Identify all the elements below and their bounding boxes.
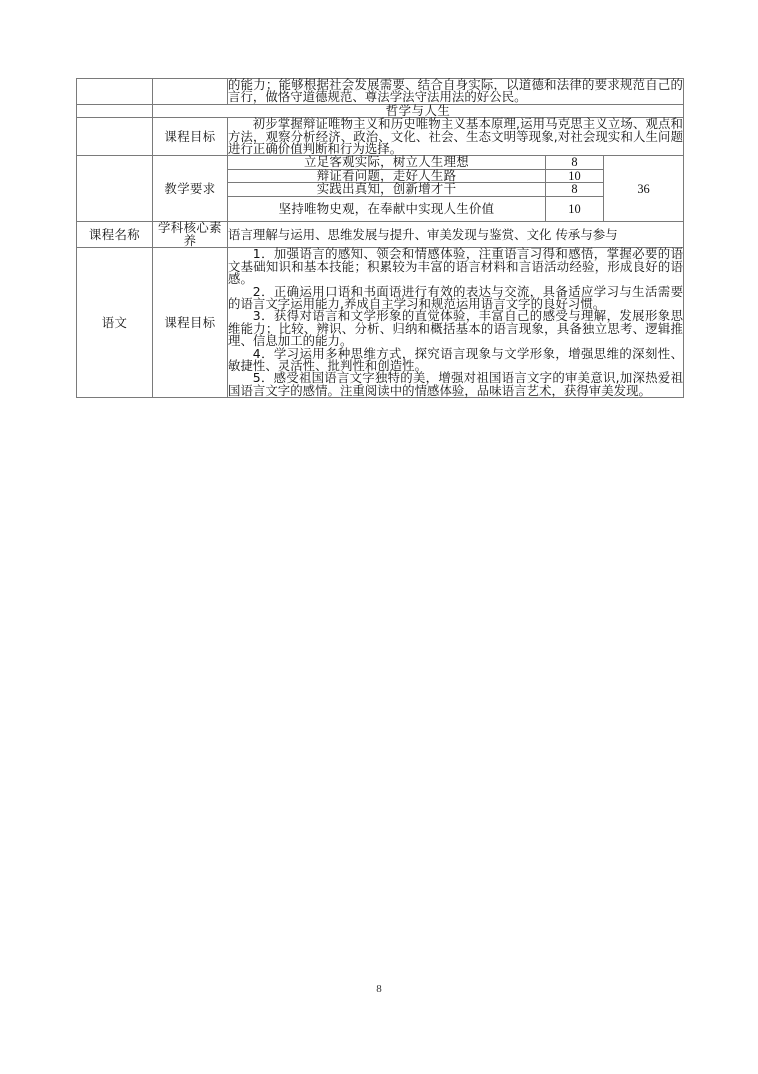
- teaching-requirement-hours: 10: [546, 169, 604, 182]
- teaching-requirement-item: 实践出真知，创新增才干: [228, 183, 546, 196]
- cell-chinese-objectives-text: [228, 248, 684, 398]
- chinese-objective-paragraph: 4．学习运用多种思维方式，探究语言现象与文学形象，增强思维的深刻性、敏捷性、灵活性、批判性和创造性。: [228, 345, 684, 373]
- cell-core-competency-text: [228, 222, 684, 248]
- table-row-chinese-objectives: [77, 248, 684, 398]
- cell-empty-course-name-4: [77, 156, 153, 222]
- cell-continued-paragraph: [228, 79, 684, 105]
- teaching-requirement-item: 立足客观实际，树立人生理想: [228, 156, 546, 169]
- chinese-objective-paragraph: 5．感受祖国语言文字独特的美，增强对祖国语言文字的审美意识,加深热爱祖国语言文字的感情。注重阅读中的情感体验，品味语言艺术，获得审美发现。: [228, 370, 684, 398]
- label-course-name: 课程名称: [77, 222, 153, 248]
- chinese-objective-paragraph: 2．正确运用口语和书面语进行有效的表达与交流，具备适应学习与生活需要的语言文字运用能力,养成自主学习和规范运用语言文字的良好习惯。: [228, 283, 684, 311]
- label-teaching-requirements: 教学要求: [153, 156, 228, 222]
- label-core-competency: 学科核心素养: [153, 222, 228, 248]
- label-subject-chinese: 语文: [77, 248, 153, 398]
- label-course-objective: 课程目标: [153, 118, 228, 156]
- label-chinese-course-objective: 课程目标: [153, 248, 228, 398]
- cell-course-objective-text: [228, 118, 684, 156]
- teaching-requirements-total-hours: 36: [604, 156, 684, 222]
- teaching-requirement-hours: 10: [546, 196, 604, 222]
- table-row-course-objective: [77, 118, 684, 156]
- curriculum-table: [76, 78, 684, 398]
- chinese-objective-paragraph: 3．获得对语言和文学形象的直觉体验，丰富自己的感受与理解，发展形象思维能力；比较、辨识、分析、归纳和概括基本的语言现象，具备独立思考、逻辑推理、信息加工的能力。: [228, 308, 684, 349]
- cell-empty-course-name: [77, 79, 153, 105]
- cell-course-title: 哲学与人生: [153, 104, 684, 117]
- table-row-continued-paragraph: [77, 79, 684, 105]
- core-competency-paragraph: 语言理解与运用、思维发展与提升、审美发现与鉴赏、文化 传承与参与: [228, 226, 618, 242]
- table-row-course-name-header: [77, 222, 684, 248]
- chinese-objective-paragraph: 1．加强语言的感知、领会和情感体验，注重语言习得和感悟，掌握必要的语文基础知识和基本技能；积累较为丰富的语言材料和言语活动经验，形成良好的语感。: [228, 246, 684, 287]
- cell-empty-subheading: [153, 79, 228, 105]
- cell-empty-course-name-2: [77, 104, 153, 117]
- teaching-requirement-item: 辩证看问题，走好人生路: [228, 169, 546, 182]
- cell-empty-course-name-3: [77, 118, 153, 156]
- continued-paragraph-text: 的能力；能够根据社会发展需要、结合自身实际，以道德和法律的要求规范自己的言行，做恪守道德规范、尊法学法守法用法的好公民。: [228, 77, 684, 105]
- course-objective-paragraph: 初步掌握辩证唯物主义和历史唯物主义基本原理,运用马克思主义立场、观点和方法，观察分析经济、政治、文化、社会、生态文明等现象,对社会现实和人生问题进行正确价值判断和行为选择。: [228, 116, 684, 157]
- teaching-requirement-hours: 8: [546, 156, 604, 169]
- teaching-requirement-item: 坚持唯物史观，在奉献中实现人生价值: [228, 196, 546, 222]
- teaching-requirement-hours: 8: [546, 183, 604, 196]
- page-number: 8: [376, 983, 382, 995]
